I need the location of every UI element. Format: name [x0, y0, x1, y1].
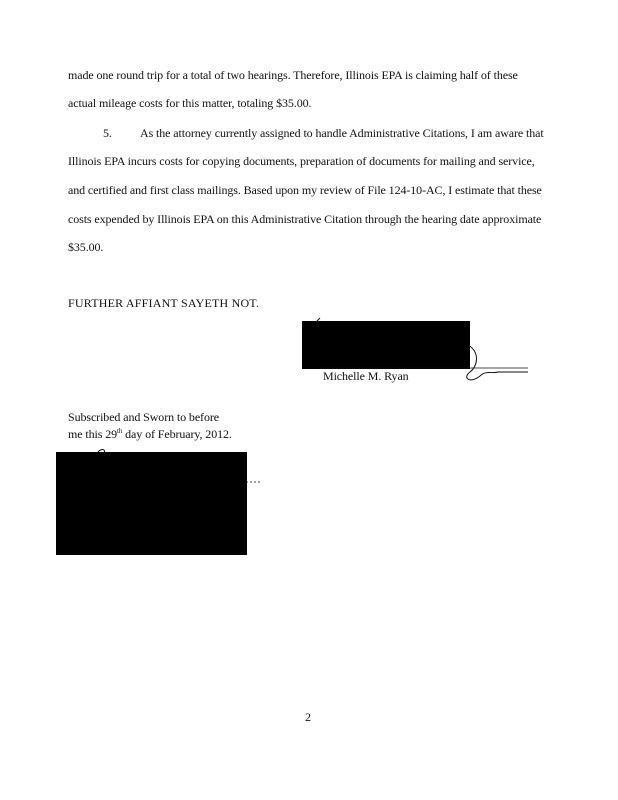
- paragraph-line: Illinois EPA incurs costs for copying documents, preparation of documents for mailing and service,: [68, 154, 535, 168]
- notary-date-prefix: me this 29: [68, 427, 117, 441]
- notary-date-rest: day of February, 2012.: [122, 427, 232, 441]
- paragraph-line: costs expended by Illinois EPA on this Administrative Citation through the hearing date approximate: [68, 212, 542, 226]
- paragraph-number: 5.: [103, 126, 112, 140]
- notary-date-suffix: th: [117, 427, 123, 435]
- paragraph-line: and certified and first class mailings. Based upon my review of File 124-10-AC, I estimate that these: [68, 183, 542, 197]
- signer-name: Michelle M. Ryan: [323, 369, 409, 383]
- closing-statement: FURTHER AFFIANT SAYETH NOT.: [68, 296, 260, 310]
- paragraph-line: $35.00.: [68, 240, 104, 254]
- notary-redaction: [56, 452, 247, 555]
- paragraph-line: As the attorney currently assigned to handle Administrative Citations, I am aware that: [140, 126, 544, 140]
- paragraph-line: made one round trip for a total of two hearings. Therefore, Illinois EPA is claiming half of these: [68, 68, 518, 82]
- notary-line: [68, 427, 232, 442]
- paragraph-line: actual mileage costs for this matter, totaling $35.00.: [68, 96, 312, 110]
- notary-line: Subscribed and Sworn to before: [68, 410, 219, 424]
- page-number: 2: [305, 710, 311, 724]
